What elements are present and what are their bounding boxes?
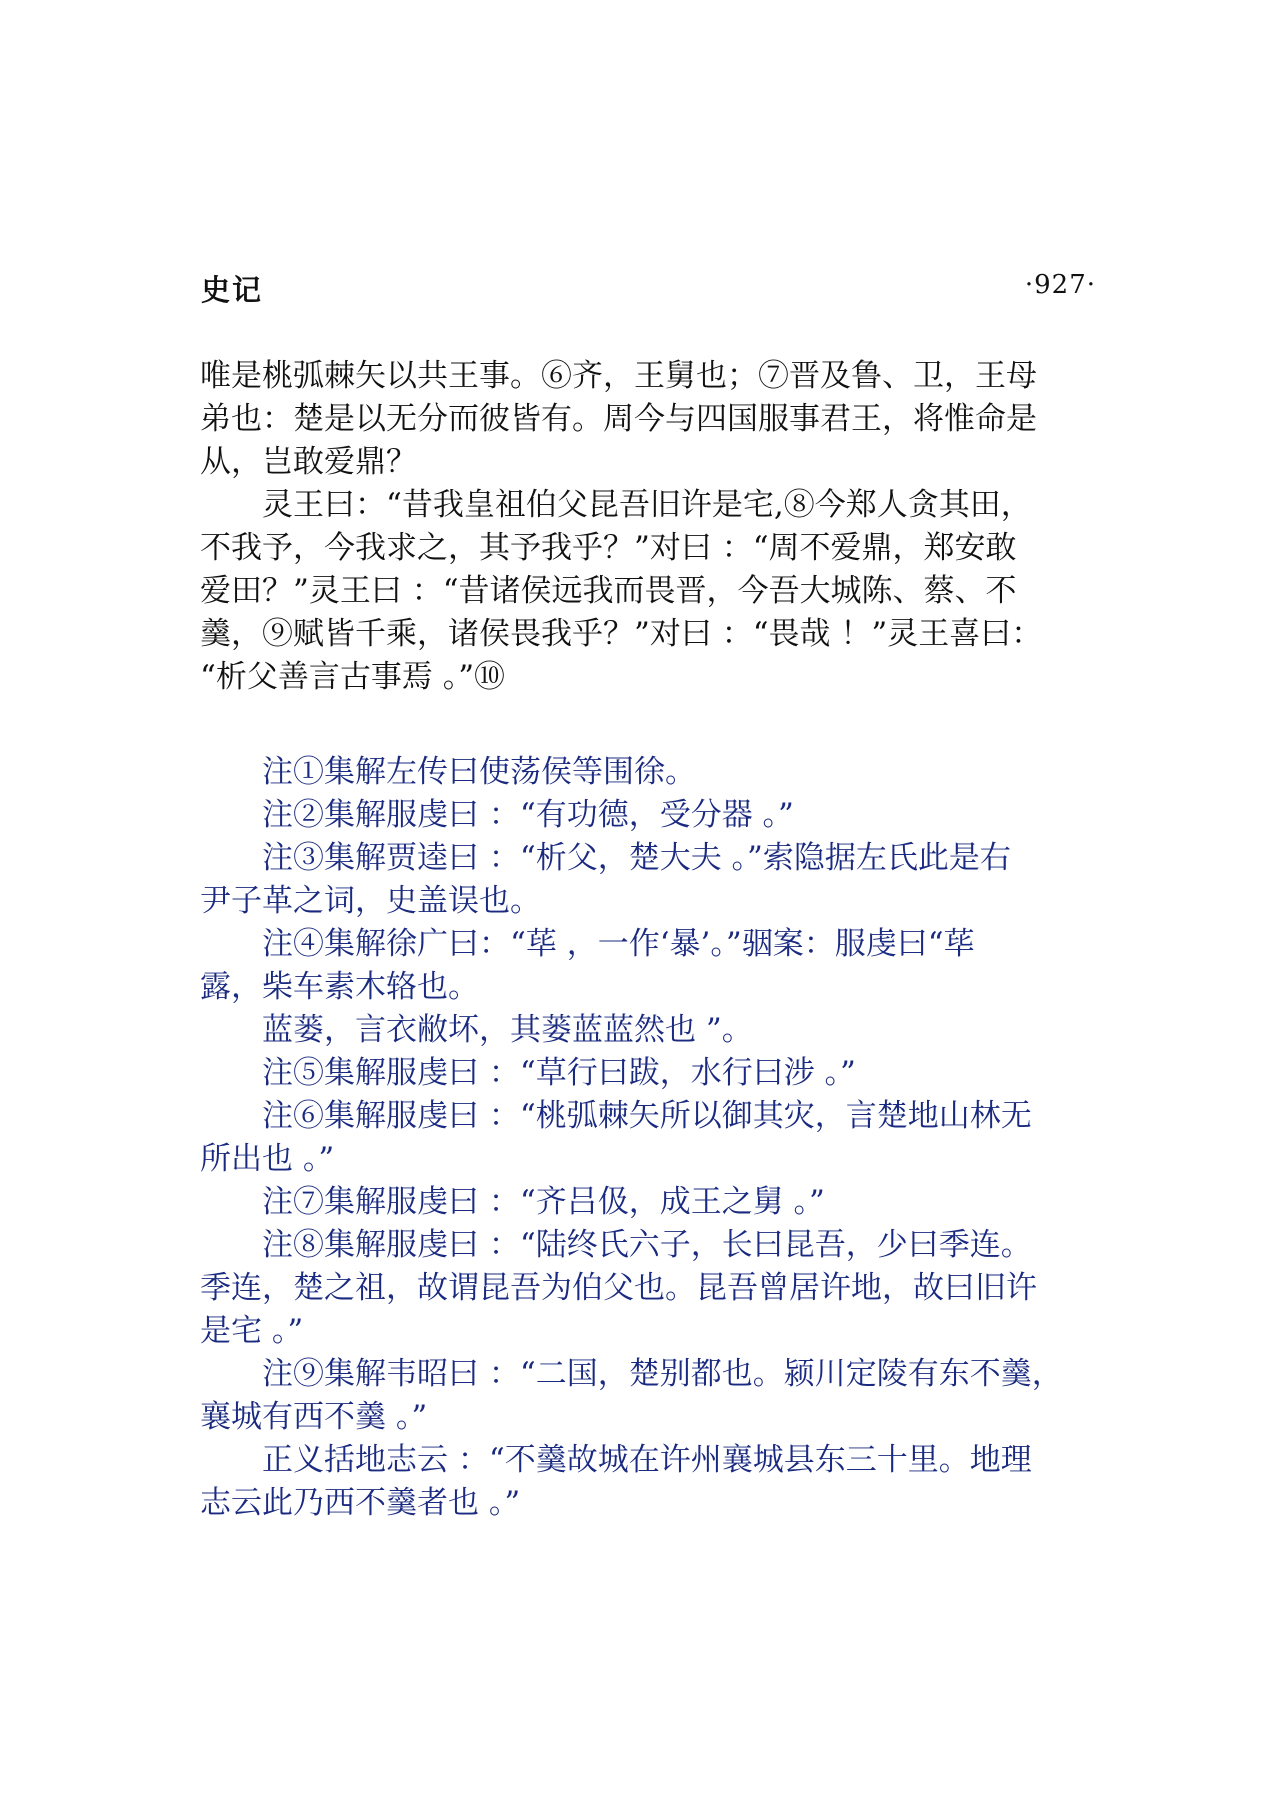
note-line: 注⑦集解服虔曰 ：“齐吕伋，成王之舅 。” — [262, 1184, 825, 1220]
main-text-line: 爱田？”灵王曰 ：“昔诸侯远我而畏晋，今吾大城陈、蔡、不 — [200, 573, 1017, 609]
note-line: 蓝蒌，言衣敝坏，其蒌蓝蓝然也 ”。 — [262, 1012, 753, 1048]
note-line: 志云此乃西不羹者也 。” — [200, 1485, 521, 1521]
note-line: 注①集解左传曰使荡侯等围徐。 — [262, 754, 696, 790]
note-line: 所出也 。” — [200, 1141, 335, 1177]
note-line: 注⑤集解服虔曰 ：“草行曰跋，水行曰涉 。” — [262, 1055, 856, 1091]
note-line: 是宅 。” — [200, 1313, 304, 1349]
annotation-notes — [200, 751, 1100, 1525]
main-text-line: 灵王曰：“昔我皇祖伯父昆吾旧许是宅,⑧今郑人贪其田， — [262, 487, 1032, 523]
main-text-line: 唯是桃弧棘矢以共王事。⑥齐，王舅也；⑦晋及鲁、卫，王母 — [200, 358, 1037, 394]
note-line: 注②集解服虔曰 ：“有功德，受分器 。” — [262, 797, 794, 833]
note-line: 注⑥集解服虔曰 ：“桃弧棘矢所以御其灾，言楚地山林无 — [262, 1098, 1032, 1134]
note-line: 注④集解徐广曰：“荜 ，一作‘暴’。”骃案：服虔曰“荜 — [262, 926, 975, 962]
page-number: ·927· — [1024, 270, 1096, 300]
main-text-line: 不我予，今我求之，其予我乎？”对曰 ：“周不爱鼎，郑安敢 — [200, 530, 1017, 566]
page-content — [200, 355, 1100, 1525]
note-line: 尹子革之词，史盖误也。 — [200, 883, 541, 919]
main-text-line: 从，岂敢爱鼎？ — [200, 444, 417, 480]
note-line: 注⑨集解韦昭曰 ：“二国，楚别都也。颍川定陵有东不羹， — [262, 1356, 1063, 1392]
note-line: 正义括地志云 ：“不羹故城在许州襄城县东三十里。地理 — [262, 1442, 1032, 1478]
main-text — [200, 355, 1100, 699]
main-text-line: 弟也：楚是以无分而彼皆有。周今与四国服事君王，将惟命是 — [200, 401, 1037, 437]
note-line: 襄城有西不羹 。” — [200, 1399, 428, 1435]
note-line: 露，柴车素木辂也。 — [200, 969, 479, 1005]
note-line: 注⑧集解服虔曰 ：“陆终氏六子，长曰昆吾，少曰季连。 — [262, 1227, 1032, 1263]
note-line: 季连，楚之祖，故谓昆吾为伯父也。昆吾曾居许地，故曰旧许 — [200, 1270, 1037, 1306]
note-line: 注③集解贾逵曰 ：“析父，楚大夫 。”索隐据左氏此是右 — [262, 840, 1011, 876]
main-text-line: 羹，⑨赋皆千乘，诸侯畏我乎？”对曰 ：“畏哉 ！”灵王喜曰： — [200, 616, 1043, 652]
main-text-line: “析父善言古事焉 。”⑩ — [200, 659, 506, 695]
book-title: 史记 — [201, 273, 264, 307]
page-header — [201, 268, 1096, 308]
